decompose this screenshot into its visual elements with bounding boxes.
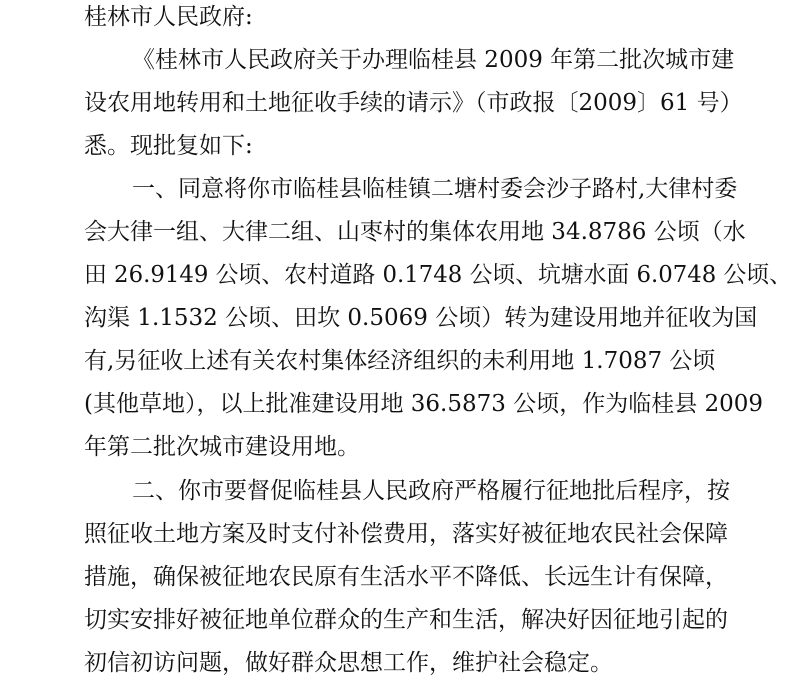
text-line: 设农用地转用和土地征收手续的请示》（市政报〔2009〕61 号）	[84, 90, 743, 116]
text-line: (其他草地），以上批准建设用地 36.5873 公顷，作为临桂县 2009	[84, 391, 764, 417]
addressee: 桂林市人民政府:	[84, 4, 253, 30]
text-line: 切实安排好被征地单位群众的生产和生活，解决好因征地引起的	[84, 607, 728, 633]
text-line: 会大律一组、大律二组、山枣村的集体农用地 34.8786 公顷（水	[84, 219, 746, 245]
text-line: 照征收土地方案及时支付补偿费用，落实好被征地农民社会保障	[84, 521, 728, 547]
text-line: 年第二批次城市建设用地。	[84, 434, 360, 460]
text-line: 初信初访问题，做好群众思想工作，维护社会稳定。	[84, 650, 613, 676]
text-line: 田 26.9149 公顷、农村道路 0.1748 公顷、坑塘水面 6.0748 公顷、	[84, 262, 792, 288]
text-line: 悉。现批复如下:	[84, 133, 253, 159]
text-line: 二、你市要督促临桂县人民政府严格履行征地批后程序，按	[132, 478, 730, 504]
text-line: 措施，确保被征地农民原有生活水平不降低、长远生计有保障，	[84, 564, 728, 590]
text-line: 有,另征收上述有关农村集体经济组织的未利用地 1.7087 公顷	[84, 348, 716, 374]
text-line: 沟渠 1.1532 公顷、田坎 0.5069 公顷）转为建设用地并征收为国	[84, 305, 758, 331]
text-line: 《桂林市人民政府关于办理临桂县 2009 年第二批次城市建	[132, 47, 735, 73]
text-line: 一、同意将你市临桂县临桂镇二塘村委会沙子路村,大律村委	[132, 176, 738, 202]
